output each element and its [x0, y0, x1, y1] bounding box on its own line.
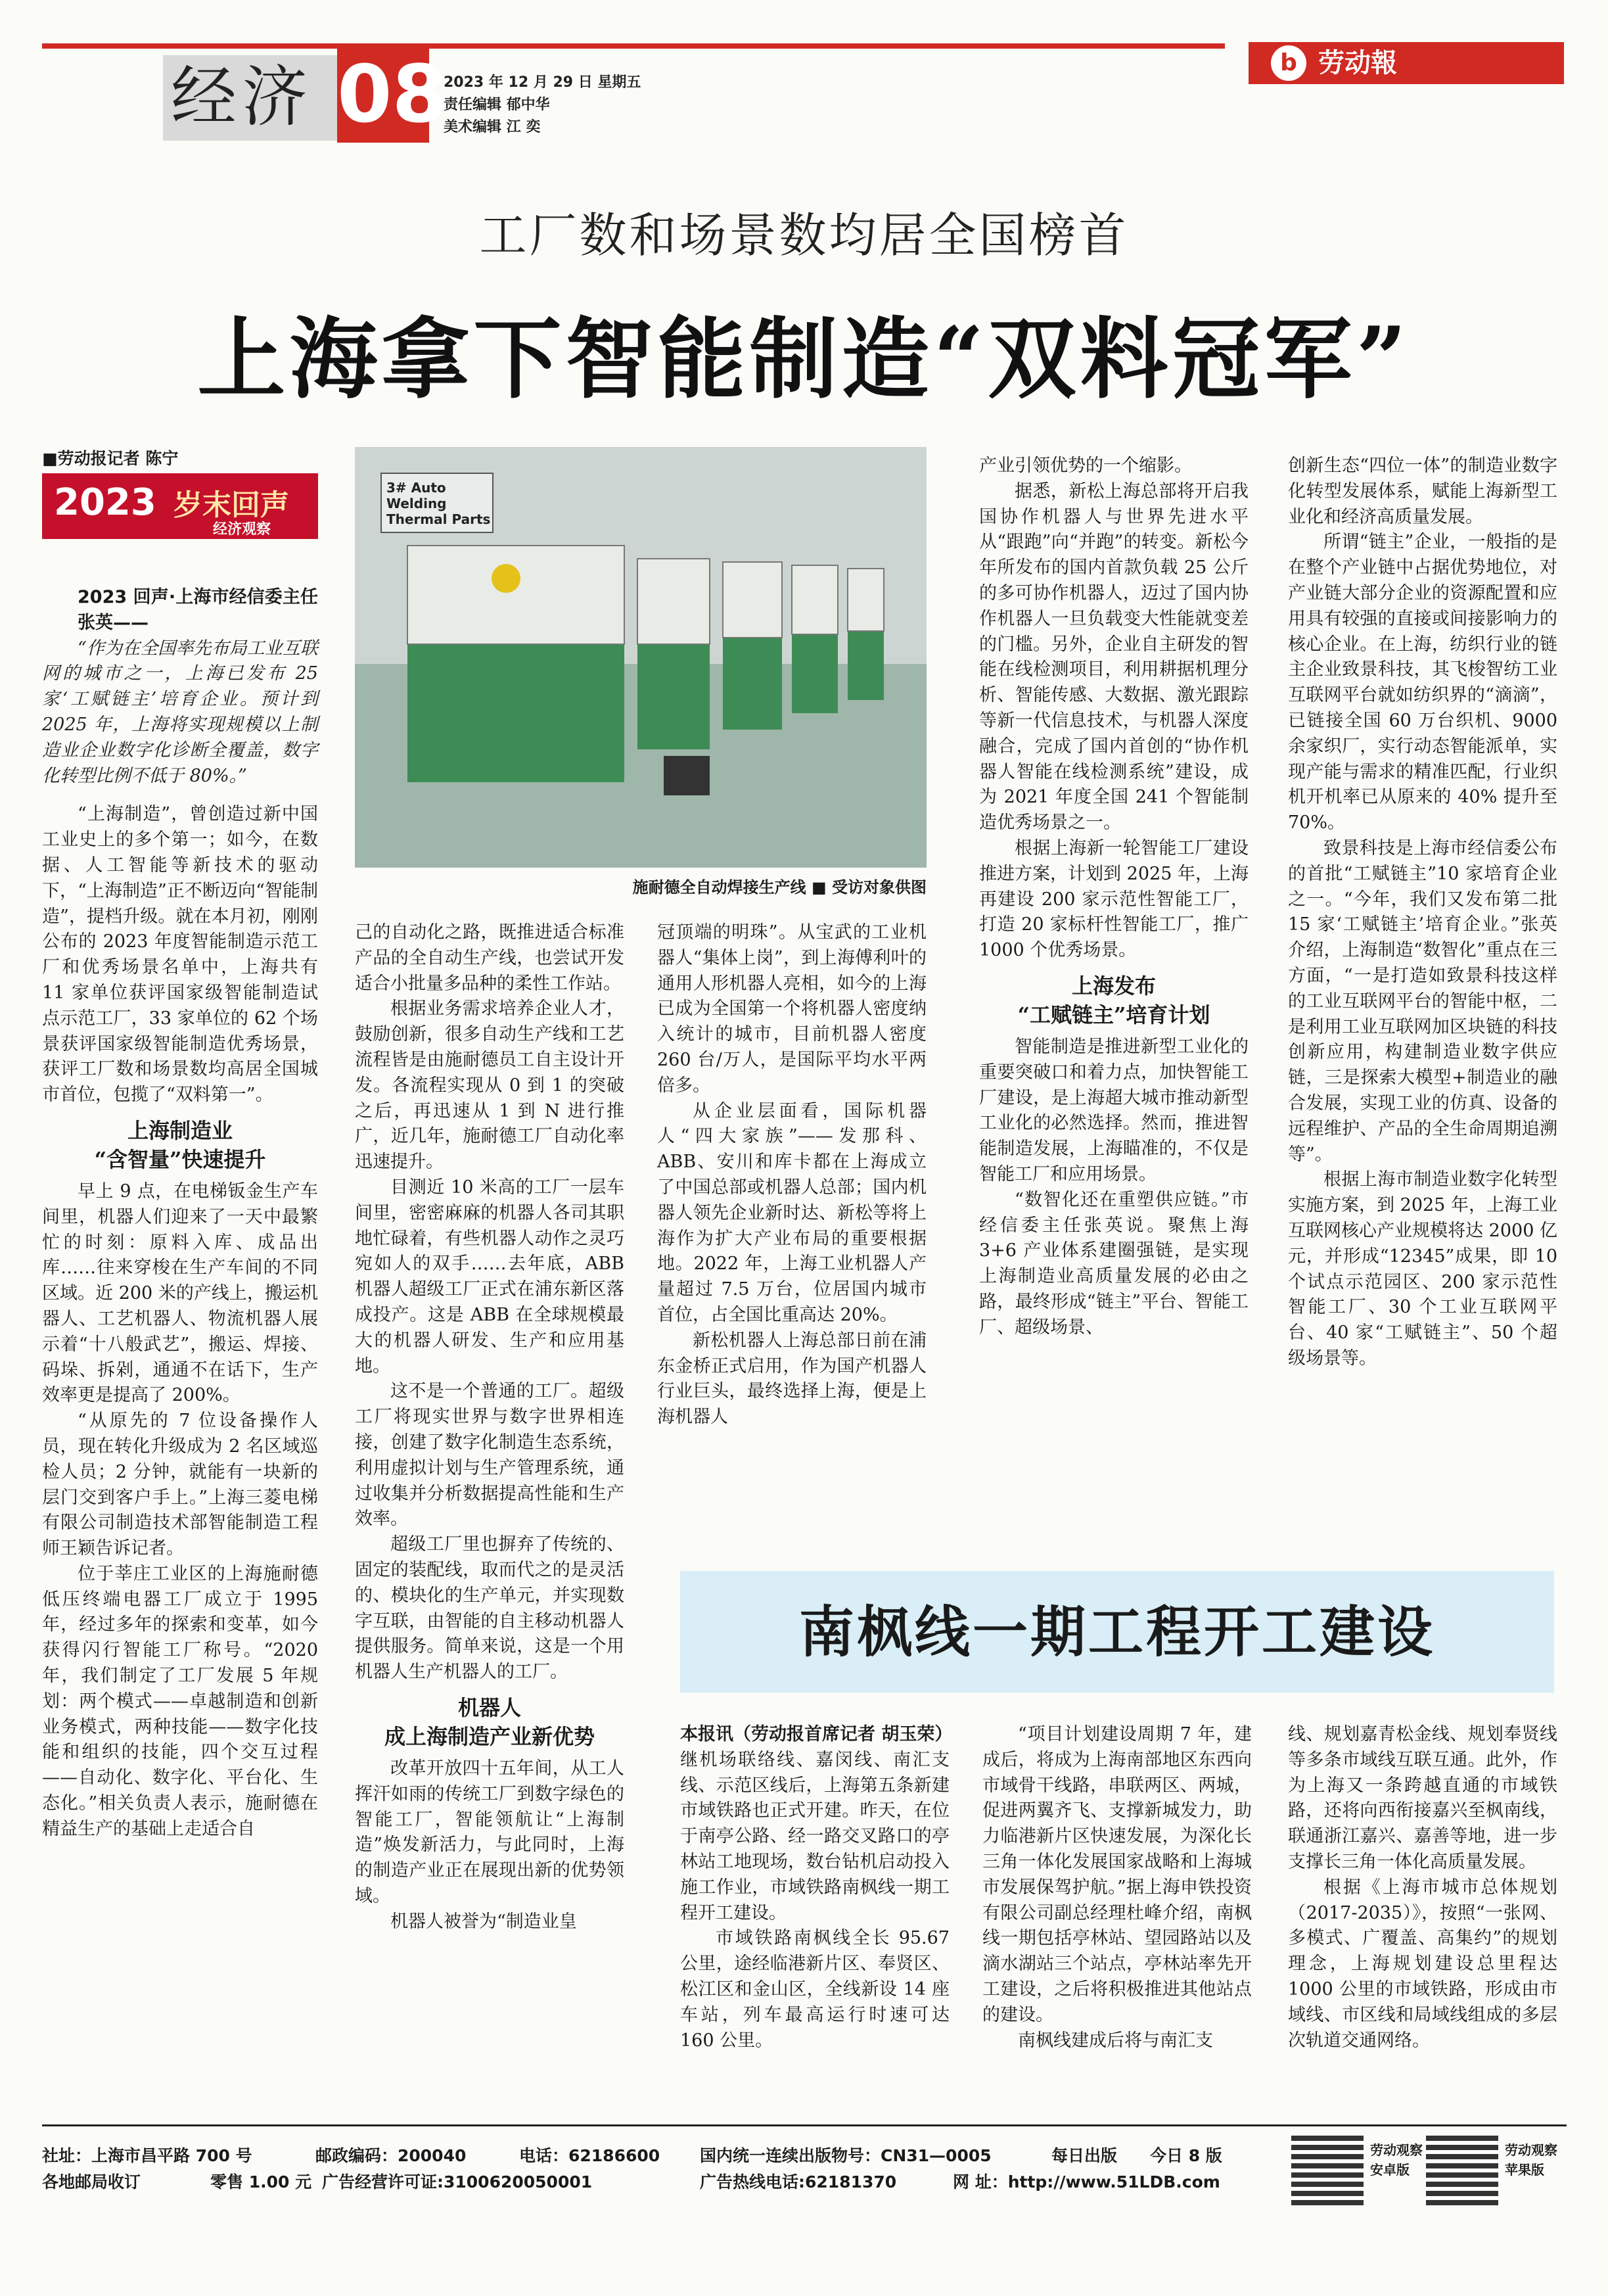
subhead: 上海制造业 “含智量”快速提升 — [94, 1117, 266, 1172]
footer-license: 广告经营许可证:3100620050001 — [322, 2172, 593, 2191]
article-column-3 — [657, 920, 927, 1430]
app-android-label: 劳动观察 — [1370, 2142, 1423, 2158]
paragraph: 超级工厂里也摒弃了传统的、固定的装配线，取而代之的是灵活的、模块化的生产单元，并实现数字互联，由智能的自主移动机器人提供服务。简单来说，这是一个用机器人生产机器人的工厂。 — [355, 1534, 624, 1683]
section-name: 经济 — [171, 59, 313, 135]
page-number: 08 — [337, 47, 429, 143]
paragraph: 南枫线建成后将与南汇支 — [1018, 2030, 1213, 2051]
footer-address: 社址：上海市昌平路 700 号 — [42, 2146, 252, 2165]
paragraph: 机器人被誉为“制造业皇 — [390, 1911, 577, 1932]
subhead: 上海发布 “工赋链主”培育计划 — [1017, 973, 1210, 1027]
main-headline: 上海拿下智能制造“双料冠军” — [197, 307, 1411, 411]
paragraph: 早上 9 点，在电梯钣金生产车间里，机器人们迎来了一天中最繁忙的时刻：原料入库、成品出库……往来穿梭在生产车间的不同区域。近 200 米的产线上，搬运机器人、工艺机器人、物流机器人展示着“十八般武艺”，搬运、焊接、码垛、拆剁，通通不在话下，生产效率更是提高了 200%。 — [42, 1181, 318, 1406]
qr-code-ios-icon[interactable] — [1426, 2133, 1498, 2205]
qr-code-android-icon[interactable] — [1291, 2133, 1364, 2205]
article-column-5 — [1288, 454, 1557, 1372]
paragraph: “项目计划建设周期 7 年，建成后，将成为上海南部地区东西向市域骨干线路，串联两区、两城，促进两翼齐飞、支撑新城发力，助力临港新片区快速发展，为深化长三角一体化发展国家战略和上海城市发展保驾护航。”据上海申铁投资有限公司副总经理杜峰介绍，南枫线一期包括亭林站、望园路站以及滴水湖站三个站点，亭林站率先开工建设，之后将积极推进其他站点的建设。 — [982, 1724, 1252, 2025]
footer-pages: 今日 8 版 — [1150, 2146, 1222, 2165]
footer-price: 零售 1.00 元 — [210, 2172, 312, 2191]
app-ios-sub: 苹果版 — [1505, 2162, 1544, 2178]
paragraph: 位于莘庄工业区的上海施耐德低压终端电器工厂成立于 1995 年，经过多年的探索和变革，如今获得闪行智能工厂称号。“2020 年，我们制定了工厂发展 5 年规划：两个模式——卓越制造和创新业务模式，两种技能——数字化技能和组织的技能，四个交互过程——自动化、数字化、平台化、生态化。”相关负责人表示，施耐德在精益生产的基础上走适合自 — [42, 1563, 318, 1839]
brand-name: 劳动報 — [1318, 48, 1397, 78]
paragraph: “上海制造”，曾创造过新中国工业史上的多个第一；如今，在数据、人工智能等新技术的驱动下，“上海制造”正不断迈向“智能制造”，提档升级。就在本月初，刚刚公布的 2023 年度智能制造示范工厂和优秀场景名单中，上海共有 11 家单位获评国家级智能制造试点示范工厂，33 家单位的 62 个场景获评国家级智能制造优秀场景，获评工厂数和场景数均高居全国城市首位，包揽了“双料第一”。 — [42, 804, 318, 1106]
paragraph: 新松机器人上海总部日前在浦东金桥正式启用，作为国产机器人行业巨头，最终选择上海，便是上海机器人 — [657, 1330, 927, 1428]
factory-photo — [355, 447, 927, 868]
paragraph: 从企业层面看，国际机器人“四大家族”——发那科、ABB、安川和库卡都在上海成立了中国总部或机器人总部；国内机器人领先企业新时达、新松等将上海作为扩大产业布局的重要根据地。2022 年，上海工业机器人产量超过 7.5 万台，位居国内城市首位，占全国比重高达 20%。 — [657, 1100, 927, 1325]
footer-phone: 电话：62186600 — [519, 2146, 660, 2165]
badge-sub: 经济观察 — [213, 521, 271, 538]
article2-column-3 — [1288, 1722, 1557, 2053]
badge-title: 岁末回声 — [173, 488, 289, 522]
paragraph: 据悉，新松上海总部将开启我国协作机器人与世界先进水平从“跟跑”向“并跑”的转变。新松今年所发布的国内首款负载 25 公斤的多可协作机器人，迈过了国内协作机器人一旦负载变大性能就变差的门槛。另外，企业自主研发的智能在线检测项目，利用耕据机理分析、智能传感、大数据、激光跟踪等新一代信息技术，与机器人深度融合，完成了国内首创的“协作机器人智能在线检测系统”建设，成为 2021 年度全国 241 个智能制造优秀场景之一。 — [979, 480, 1249, 833]
paragraph: 致景科技是上海市经信委公布的首批“工赋链主”10 家培育企业之一。“今年，我们又发布第二批 15 家‘工赋链主’培育企业。”张英介绍，上海制造“数智化”重点在三方面，“一是打造如致景科技这样的工业互联网平台的智能中枢，二是利用工业互联网加区块链的科技创新应用，构建制造业数字供应链，三是探索大模型+制造业的融合发展，实现工业的仿真、设备的远程维护、产品的全生命周期追溯等”。 — [1288, 837, 1557, 1165]
paragraph: 根据上海市制造业数字化转型实施方案，到 2025 年，上海工业互联网核心产业规模将达 2000 亿元，并形成“12345”成果，即 10 个试点示范园区、200 家示范性智能工厂、30 个工业互联网平台、40 家“工赋链主”、50 个超级场景等。 — [1288, 1169, 1557, 1369]
newspaper-brand[interactable] — [1249, 42, 1564, 84]
paragraph: 根据《上海市城市总体规划（2017-2035）》，按照“一张网、多模式、广覆盖、高集约”的规划理念，上海规划建设总里程达 1000 公里的市域铁路，形成由市域线、市区线和局域线组成的多层次轨道交通网络。 — [1288, 1877, 1557, 2051]
sub-headline: 工厂数和场景数均居全国榜首 — [479, 208, 1129, 263]
paragraph: 线、规划嘉青松金线、规划奉贤线等多条市域线互联互通。此外，作为上海又一条跨越直通的市域铁路，还将向西衔接嘉兴至枫南线，联通浙江嘉兴、嘉善等地，进一步支撑长三角一体化高质量发展。 — [1288, 1724, 1557, 1872]
paragraph: 目测近 10 米高的工厂一层车间里，密密麻麻的机器人各司其职地忙碌着，有些机器人动作之灵巧宛如人的双手……去年底，ABB 机器人超级工厂正式在浦东新区落成投产。这是 ABB 在全球规模最大的机器人研发、生产和应用基地。 — [355, 1177, 624, 1376]
article2-lead: 本报讯（劳动报首席记者 胡玉荣）继机场联络线、嘉闵线、南汇支线、示范区线后，上海第五条新建市域铁路也正式开建。昨天，在位于南亭公路、经一路交叉路口的亭林站工地现场，数台钻机启动投入施工作业，市域铁路南枫线一期工程开工建设。 — [680, 1724, 953, 1923]
app-android-sub: 安卓版 — [1370, 2162, 1410, 2178]
paragraph: 智能制造是推进新型工业化的重要突破口和着力点，加快智能工厂建设，是上海超大城市推动新型工业化的必然选择。然而，推进智能制造发展，上海瞄准的，不仅是智能工厂和应用场景。 — [979, 1036, 1249, 1184]
subhead: 机器人 成上海制造产业新优势 — [384, 1695, 595, 1749]
footer-post: 各地邮局收订 — [42, 2172, 141, 2191]
article-column-4 — [979, 454, 1249, 1341]
app-ios-label: 劳动观察 — [1505, 2142, 1557, 2158]
paragraph: 冠顶端的明珠”。从宝武的工业机器人“集体上岗”，到上海傅利叶的通用人形机器人亮相，如今的上海已成为全国第一个将机器人密度纳入统计的城市，目前机器人密度 260 台/万人，是国际平均水平两倍多。 — [657, 922, 927, 1096]
footer-issn: 国内统一连续出版物号：CN31—0005 — [700, 2146, 992, 2165]
paragraph: 根据上海新一轮智能工厂建设推进方案，计划到 2025 年，上海再建设 200 家示范性智能工厂，打造 20 家标杆性智能工厂，推广 1000 个优秀场景。 — [979, 837, 1249, 961]
article2-column-2 — [982, 1722, 1252, 2053]
paragraph: “数智化还在重塑供应链。”市经信委主任张英说。聚焦上海 3+6 产业体系建圈强链，是实现上海制造业高质量发展的必由之路，最终形成“链主”平台、智能工厂、超级场景、 — [979, 1189, 1249, 1338]
paragraph: 所谓“链主”企业，一般指的是在整个产业链中占据优势地位，对产业链大部分企业的资源配置和应用具有较强的直接或间接影响力的核心企业。在上海，纺织行业的链主企业致景科技，其飞梭智纺工业互联网平台就如纺织界的“滴滴”，已链接全国 60 万台织机、9000 余家织厂，实行动态智能派单，实现产能与需求的精准匹配，行业织机开机率已从原来的 40% 提升至 70%。 — [1288, 532, 1557, 833]
footer-daily: 每日出版 — [1051, 2146, 1118, 2165]
pull-quote: “作为在全国率先布局工业互联网的城市之一，上海已发布 25 家‘工赋链主’培育企业。预计到 2025 年，上海将实现规模以上制造业企业数字化诊断全覆盖，数字化转型比例不低于 80%。” — [42, 638, 318, 786]
paragraph: 产业引领优势的一个缩影。 — [979, 456, 1192, 476]
top-rule — [42, 43, 1225, 49]
footer-postcode: 邮政编码：200040 — [315, 2146, 467, 2165]
art-editor: 美术编辑 江 奕 — [444, 119, 541, 135]
quote-intro: 2023 回声·上海市经信委主任张英—— — [78, 587, 318, 633]
footer-ad-line: 广告热线电话:62181370 — [700, 2172, 897, 2191]
photo-caption: 施耐德全自动焊接生产线 ■ 受访对象供图 — [632, 878, 927, 897]
paragraph: 创新生态“四位一体”的制造业数字化转型发展体系，赋能上海新型工业化和经济高质量发展。 — [1288, 456, 1557, 527]
paragraph: 己的自动化之路，既推进适合标准产品的全自动生产线，也尝试开发适合小批量多品种的柔性工作站。 — [355, 922, 624, 994]
paragraph: “从原先的 7 位设备操作人员，现在转化升级成为 2 名区域巡检人员；2 分钟，就能有一块新的层门交到客户手上。”上海三菱电梯有限公司制造技术部智能制造工程师王颖告诉记者。 — [42, 1411, 318, 1559]
article-column-1 — [42, 585, 318, 1842]
article-column-2 — [355, 920, 624, 1934]
paragraph: 改革开放四十五年间，从工人挥汗如雨的传统工厂到数字绿色的智能工厂，智能领航让“上海制造”焕发新活力，与此同时，上海的制造产业正在展现出新的优势领域。 — [355, 1758, 624, 1906]
column-badge — [42, 473, 318, 539]
article2-column-1 — [680, 1722, 953, 2053]
paragraph: 这不是一个普通的工厂。超级工厂将现实世界与数字世界相连接，创建了数字化制造生态系统，利用虚拟计划与生产管理系统，通过收集并分析数据提高性能和生产效率。 — [355, 1381, 624, 1530]
paragraph: 市域铁路南枫线全长 95.67 公里，途经临港新片区、奉贤区、松江区和金山区，全线新设 14 座车站，列车最高运行时速可达 160 公里。 — [680, 1928, 950, 2051]
byline: ■劳动报记者 陈宁 — [42, 449, 179, 468]
editor: 责任编辑 郁中华 — [444, 97, 550, 113]
footer-rule — [42, 2124, 1567, 2126]
badge-year: 2023 — [54, 481, 156, 524]
article2-headline: 南枫线一期工程开工建设 — [680, 1571, 1554, 1693]
paragraph: 根据业务需求培养企业人才，鼓励创新，很多自动生产线和工艺流程皆是由施耐德员工自主设计开发。各流程实现从 0 到 1 的突破之后，再迅速从 1 到 N 进行推广，近几年，施耐德工厂自动化率迅速提升。 — [355, 998, 624, 1173]
photo-sign: 3# Auto Welding Thermal Parts — [386, 480, 491, 527]
issue-date: 2023 年 12 月 29 日 星期五 — [444, 74, 641, 91]
footer-url[interactable]: 网 址：http://www.51LDB.com — [953, 2172, 1220, 2191]
brand-logo-icon: b — [1271, 45, 1306, 81]
